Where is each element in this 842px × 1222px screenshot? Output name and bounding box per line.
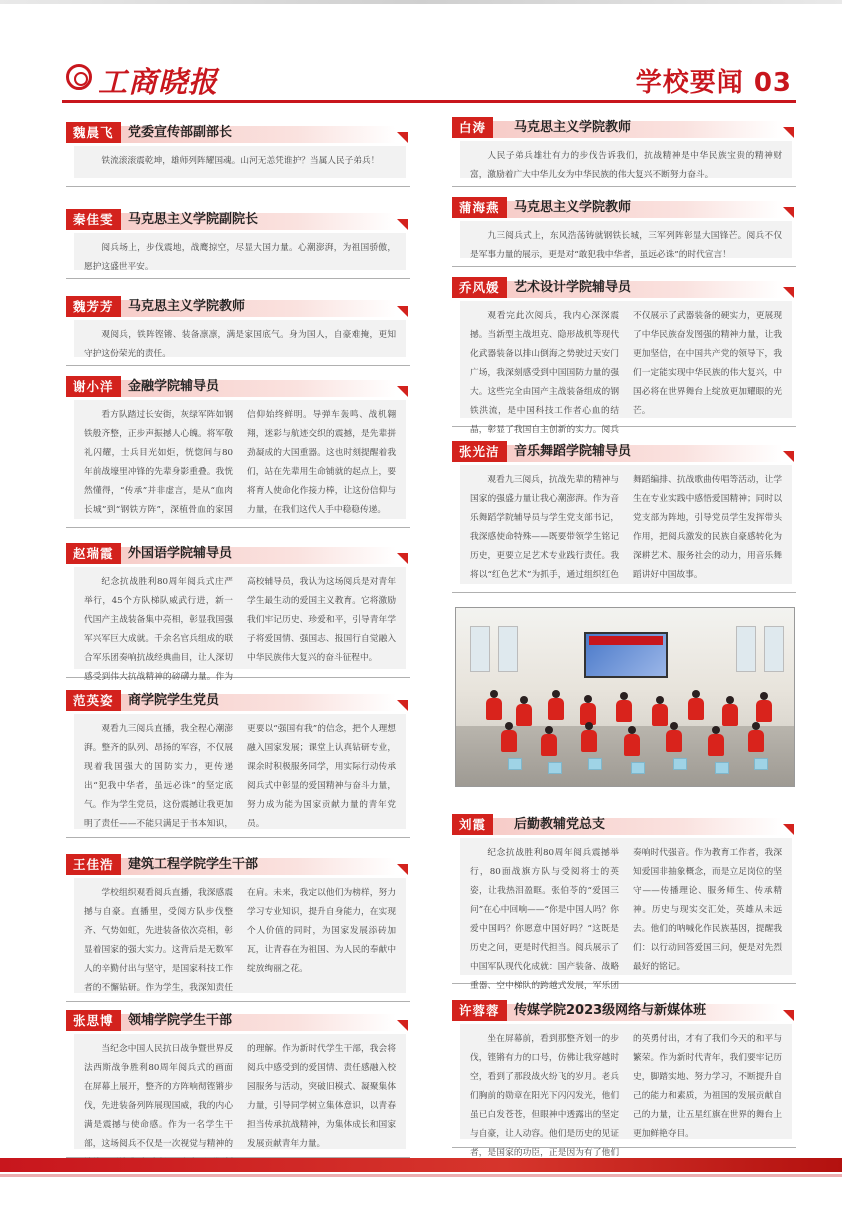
corner-triangle-icon: [783, 287, 794, 298]
top-rule: [0, 0, 842, 4]
section-title: 学校要闻 03: [635, 68, 792, 98]
chair: [631, 762, 645, 774]
chair: [508, 758, 522, 770]
author-role: 马克思主义学院教师: [128, 299, 246, 314]
student: [516, 704, 532, 726]
student: [581, 730, 597, 752]
comment-card: [66, 122, 410, 187]
author-role: 外国语学院辅导员: [128, 546, 233, 561]
student: [486, 698, 502, 720]
comment-text: 观看九三阅兵直播，我全程心潮澎湃。整齐的队列、昂扬的军容，不仅展现着我国强大的国防实力，更传递出“犯我中华者，虽远必诛”的坚定底气。作为学生党员，这份震撼让我更加明了责任——不能只满足于书本知识，更要以“强国有我”的信念，把个人理想融入国家发展；课堂上认真钻研专业，课余时积极服务同学，用实际行动传承阅兵式中彰显的爱国精神与奋斗力量，努力成为能为国家贡献力量的青年党员。: [74, 714, 406, 829]
comment-text: 人民子弟兵雄壮有力的步伐告诉我们，抗战精神是中华民族宝贵的精神财富，激励着广大中华儿女为中华民族的伟大复兴不断努力奋斗。: [460, 141, 792, 178]
masthead: [62, 58, 798, 104]
student: [548, 698, 564, 720]
comment-card: [452, 1000, 796, 1158]
student: [688, 698, 704, 720]
window: [470, 626, 490, 672]
author-role: 传媒学院2023级网络与新媒体班: [514, 1003, 707, 1018]
chair: [548, 762, 562, 774]
student: [501, 730, 517, 752]
corner-triangle-icon: [397, 553, 408, 564]
author-role: 马克思主义学院副院长: [128, 212, 259, 227]
masthead-rule: [62, 100, 796, 103]
author-name: 赵瑞霞: [66, 543, 121, 564]
corner-triangle-icon: [397, 132, 408, 143]
author-name: 许蓉蓉: [452, 1000, 507, 1021]
author-role: 马克思主义学院教师: [514, 120, 632, 135]
author-role: 商学院学生党员: [128, 693, 220, 708]
window: [498, 626, 518, 672]
author-role: 领埔学院学生干部: [128, 1013, 233, 1028]
corner-triangle-icon: [397, 864, 408, 875]
comment-card: [66, 854, 410, 1002]
comment-card: [452, 117, 796, 187]
newspaper-logo: 工商晓报: [98, 65, 219, 99]
footer-rule: [0, 1174, 842, 1177]
author-name: 范英姿: [66, 690, 121, 711]
author-name: 魏芳芳: [66, 296, 121, 317]
corner-triangle-icon: [397, 306, 408, 317]
author-name: 乔风媛: [452, 277, 507, 298]
comment-text: 阅兵场上，步伐震地，战鹰掠空，尽显大国力量。心潮澎湃，为祖国骄傲，愿护这盛世平安。: [74, 233, 406, 270]
corner-triangle-icon: [397, 1020, 408, 1031]
corner-triangle-icon: [783, 451, 794, 462]
corner-triangle-icon: [783, 824, 794, 835]
window: [736, 626, 756, 672]
student: [748, 730, 764, 752]
comment-card: [66, 209, 410, 279]
chair: [754, 758, 768, 770]
corner-triangle-icon: [783, 207, 794, 218]
author-role: 马克思主义学院教师: [514, 200, 632, 215]
footer-band: [0, 1158, 842, 1172]
author-name: 魏晨飞: [66, 122, 121, 143]
comment-text: 观阅兵，铁阵铿锵、装备凛凛，满是家国底气。身为国人，自豪难掩，更知守护这份荣光的责任。: [74, 320, 406, 357]
comment-card: [66, 543, 410, 682]
comment-card: [66, 376, 410, 528]
comment-text: 学校组织观看阅兵直播，我深感震撼与自豪。直播里，受阅方队步伐整齐、气势如虹，先进装备依次亮相，彰显着国家的强大实力。这背后是无数军人的辛勤付出与坚守，是国家科技工作者的不懈钻研。作为学生，我深知责任在肩。未来，我定以他们为榜样，努力学习专业知识，提升自身能力，在实现个人价值的同时，为国家发展添砖加瓦，让青春在为祖国、为人民的奉献中绽放绚丽之花。: [74, 878, 406, 993]
comment-text: 坐在屏幕前，看到那整齐划一的步伐，铿锵有力的口号，仿佛让我穿越时空，看到了那段战火纷飞的岁月。老兵们胸前的勋章在阳光下闪闪发光，他们虽已白发苍苍，但眼神中透露出的坚定与自豪，让人动容。他们是历史的见证者，是国家的功臣，正是因为有了他们的英勇付出，才有了我们今天的和平与繁荣。作为新时代青年，我们要牢记历史，脚踏实地、努力学习，不断提升自己的能力和素质，为祖国的发展贡献自己的力量，让五星红旗在世界的舞台上更加鲜艳夺目。: [460, 1024, 792, 1139]
corner-triangle-icon: [397, 700, 408, 711]
screen-banner: [589, 636, 663, 645]
author-role: 音乐舞蹈学院辅导员: [514, 444, 632, 459]
author-name: 王佳浩: [66, 854, 121, 875]
author-role: 建筑工程学院学生干部: [128, 857, 259, 872]
comment-text: 纪念抗战胜利80周年阅兵式庄严举行，45个方队梯队威武行进，新一代国产主战装备集中亮相，彰显我国强军兴军巨大成就。千余名官兵组成的联合军乐团奏响抗战经典曲目，让人深切感受到伟大抗战精神的磅礴力量。作为高校辅导员，我认为这场阅兵是对青年学生最生动的爱国主义教育。它将激励我们牢记历史、珍爱和平，引导青年学子将爱国情、强国志、报国行自觉融入中华民族伟大复兴的奋斗征程中。: [74, 567, 406, 669]
author-role: 后勤教辅党总支: [514, 817, 606, 832]
student: [616, 700, 632, 722]
student: [666, 730, 682, 752]
student: [541, 734, 557, 756]
author-name: 刘霞: [452, 814, 493, 835]
window: [764, 626, 784, 672]
comment-text: 纪念抗战胜利80周年阅兵震撼举行，80面战旗方队与受阅将士的英姿，让我热泪盈眶。张伯苓的“爱国三问”在心中回响——“你是中国人吗？你爱中国吗？你愿意中国好吗？”这既是历史之问，更是时代担当。阅兵展示了中国军队现代化成就：国产装备、战略重器、空中梯队的跨越式发展，军乐团奏响时代强音。作为教育工作者，我深知爱国非抽象概念，而是立足岗位的坚守——传播理论、服务师生、传承精神。历史与现实交汇处，英雄从未远去。他们的呐喊化作民族基因，提醒我们：以行动回答爱国三问，便是对先烈最好的铭记。: [460, 838, 792, 975]
author-name: 张思博: [66, 1010, 121, 1031]
corner-triangle-icon: [783, 127, 794, 138]
comment-text: 九三阅兵式上，东风浩荡铸就钢铁长城，三军列阵彰显大国锋芒。阅兵不仅是军事力量的展示，更是对“敢犯我中华者，虽远必诛”的时代宣言！: [460, 221, 792, 258]
student: [708, 734, 724, 756]
corner-triangle-icon: [397, 386, 408, 397]
author-role: 艺术设计学院辅导员: [514, 280, 632, 295]
comment-card: [452, 814, 796, 991]
chair: [588, 758, 602, 770]
comment-text: 观看九三阅兵，抗战先辈的精神与国家的强盛力量让我心潮澎湃。作为音乐舞蹈学院辅导员与学生党支部书记，我深感使命特殊——既要带领学生铭记历史，更要立足艺术专业践行责任。我将以“红色艺术”为抓手，通过组织红色舞蹈编排、抗战歌曲传唱等活动，让学生在专业实践中感悟爱国精神；同时以党支部为阵地，引导党员学生发挥带头作用，把阅兵激发的民族自豪感转化为深耕艺术、服务社会的动力，用音乐舞蹈讲好中国故事。: [460, 465, 792, 584]
author-name: 谢小洋: [66, 376, 121, 397]
school-seal-icon: [66, 64, 92, 90]
author-name: 蒲海燕: [452, 197, 507, 218]
comment-card: [66, 296, 410, 366]
comment-card: [452, 197, 796, 267]
student: [652, 704, 668, 726]
comment-text: 看方队踏过长安街，灰绿军阵如钢铁般齐整，正步声振撼人心魄。将军敬礼闪耀，士兵目光如炬，恍惚间与80年前战壕里冲锋的先辈身影重叠。我恍然懂得，“传承”并非虚言，是从“血肉长城”到“钢铁方阵”，深植骨血的家国信仰始终鲜明。导弹车轰鸣、战机翱翔，迷彩与航迹交织的震撼，是先辈拼劲凝成的大国重器。这也时刻提醒着我们，站在先辈用生命铺就的起点上，要将育人使命化作接力棒，让这份信仰与力量，在我们这代人手中稳稳传递。: [74, 400, 406, 519]
student: [624, 734, 640, 756]
comment-text: 当纪念中国人民抗日战争暨世界反法西斯战争胜利80周年阅兵式的画面在屏幕上展开，整齐的方阵响彻铿锵步伐，先进装备列阵展现国威，我的内心满是震撼与使命感。作为一名学生干部，这场阅兵不仅是一次视觉与精神的 的理解。作为新时代学生干部，我会将阅兵中感受到的爱国情、责任感融入校园服务与活动，突破旧模式、凝聚集体力量，引导同学树立集体意识，以青春担当传承抗战精神，为集体成长和国家发展贡献青年力量。: [74, 1034, 406, 1149]
corner-triangle-icon: [397, 219, 408, 230]
author-name: 张光洁: [452, 441, 507, 462]
student: [756, 700, 772, 722]
comment-card: [452, 441, 796, 593]
author-name: 白涛: [452, 117, 493, 138]
chair: [673, 758, 687, 770]
comment-text: 观看完此次阅兵，我内心深深震撼。当新型主战坦克、隐形战机等现代化武器装备以排山倒海之势驶过天安门广场，我深刻感受到中国国防力量的强大。这些完全由国产主战装备组成的钢铁洪流，是中国科技工作者心血的结晶，彰显了我国自主创新的实力。阅兵不仅展示了武器装备的硬实力，更展现了中华民族奋发图强的精神力量，让我更加坚信，在中国共产党的领导下，我们一定能实现中华民族的伟大复兴，中国必将在世界舞台上绽放更加耀眼的光芒。: [460, 301, 792, 418]
author-name: 秦佳雯: [66, 209, 121, 230]
author-role: 金融学院辅导员: [128, 379, 220, 394]
comment-card: [66, 1010, 410, 1158]
author-role: 党委宣传部副部长: [128, 125, 233, 140]
classroom-viewing-photo: [455, 607, 795, 787]
chair: [715, 762, 729, 774]
comment-card: [452, 277, 796, 435]
corner-triangle-icon: [783, 1010, 794, 1021]
comment-card: [66, 690, 410, 838]
student: [722, 704, 738, 726]
comment-text: 铁流滚滚震乾坤，雄师列阵耀国魂。山河无恙凭谁护？当属人民子弟兵！: [74, 146, 406, 178]
